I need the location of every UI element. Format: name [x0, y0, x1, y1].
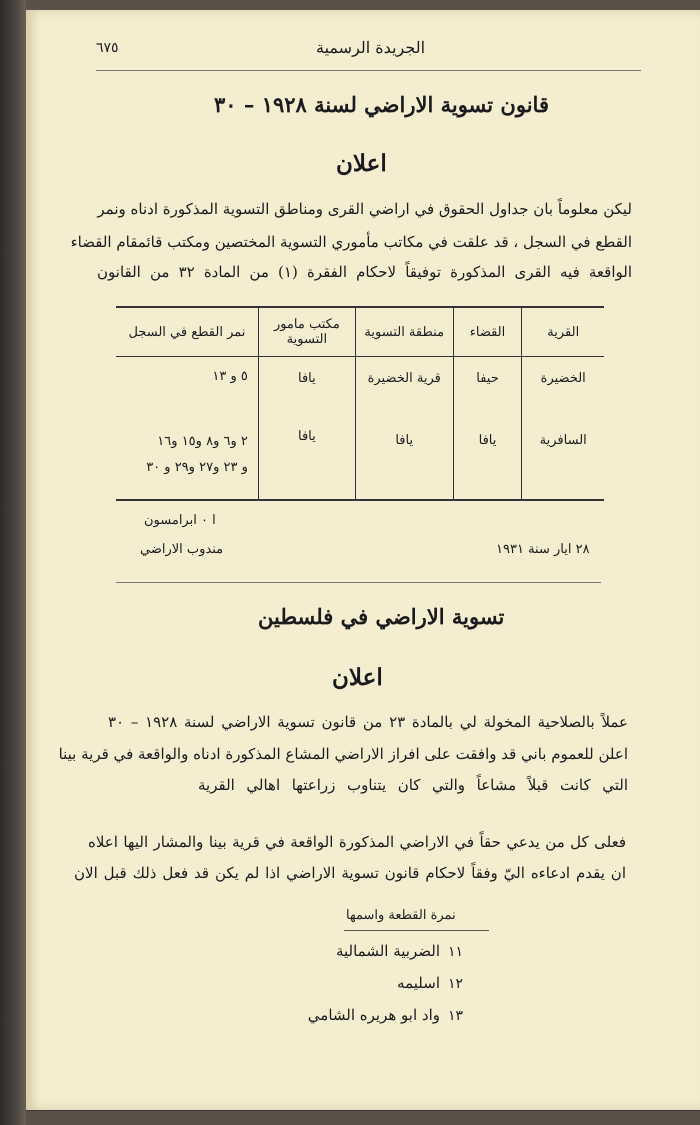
parcel-name: الضربية الشمالية	[335, 942, 440, 960]
notice2-para2-line: ان يقدم ادعاءه اليّ وفقاً لاحكام قانون تسوية الاراضي اذا لم يكن قد فعل ذلك قبل الان	[74, 864, 626, 882]
notice2-para1-line: التي كانت قبلاً مشاعاً والتي كان يتناوب زراعتها اهالي القرية	[198, 776, 628, 794]
cell-office: يافا	[258, 419, 355, 500]
cell-settlement-area: قرية الخضيرة	[355, 357, 453, 420]
notice2-para1-line: اعلن للعموم باني قد وافقت على افراز الاراضي المشاع المذكورة ادناه والواقعة في قرية بينا	[58, 745, 628, 763]
page-number: ٦٧٥	[96, 40, 119, 56]
header-village: القرية	[522, 307, 604, 357]
section-separator	[116, 582, 601, 583]
cell-district: حيفا	[453, 357, 522, 420]
notice1-date: ٢٨ ايار سنة ١٩٣١	[496, 542, 590, 557]
header-settlement-area: منطقة التسوية	[355, 307, 453, 357]
header-district: القضاء	[453, 307, 522, 357]
parcel-number: ١٢	[448, 976, 464, 992]
signature-name: ا ٠ ابرامسون	[144, 513, 216, 528]
notice2-title: تسوية الاراضي في فلسطين	[258, 604, 505, 629]
header-parcels: نمر القطع في السجل	[116, 307, 258, 357]
gazette-page	[26, 10, 700, 1110]
list-header-underline	[344, 930, 489, 931]
notice1-body-line: ليكن معلوماً بان جداول الحقوق في اراضي القرى ومناطق التسوية المذكورة ادناه ونمر	[97, 200, 632, 218]
header-office-line2: التسوية	[286, 332, 328, 347]
signature-title: مندوب الاراضي	[140, 542, 224, 557]
header-office-line1: مكتب مامور	[273, 317, 340, 332]
cell-office: يافا	[258, 357, 355, 420]
parcel-number: ١٣	[448, 1008, 464, 1024]
page-bottom-edge	[26, 1111, 700, 1125]
journal-title: الجريدة الرسمية	[316, 38, 426, 57]
parcel-list-header: نمرة القطعة واسمها	[346, 908, 456, 923]
parcels-line: و ٢٣ و٢٧ و٢٩ و ٣٠	[146, 460, 248, 475]
cell-settlement-area: يافا	[355, 419, 453, 500]
parcel-name: اسليمه	[397, 974, 440, 992]
cell-parcels	[116, 419, 258, 500]
notice2-heading: اعلان	[332, 664, 383, 691]
table-header-row	[116, 307, 604, 357]
book-binding	[0, 0, 26, 1125]
notice1-title: قانون تسوية الاراضي لسنة ١٩٢٨ – ٣٠	[214, 92, 549, 117]
header-office	[258, 307, 355, 357]
notice2-para1-line: عملاً بالصلاحية المخولة لي بالمادة ٢٣ من قانون تسوية الاراضي لسنة ١٩٢٨ – ٣٠	[108, 713, 629, 731]
cell-village: الخضيرة	[522, 357, 604, 420]
table-row	[116, 357, 604, 420]
cell-village: السافرية	[522, 419, 604, 500]
notice1-heading: اعلان	[336, 150, 387, 177]
parcel-number: ١١	[448, 944, 464, 960]
parcels-line: ٥ و ١٣	[212, 369, 248, 384]
cell-parcels	[116, 357, 258, 420]
cell-district: يافا	[453, 419, 522, 500]
table-row	[116, 419, 604, 500]
notice1-body-line: القطع في السجل ، قد علقت في مكاتب مأموري التسوية المختصين ومكتب قائمقام القضاء	[70, 233, 632, 251]
notice2-para2-line: فعلى كل من يدعي حقاً في الاراضي المذكورة الواقعة في قرية بينا والمشار اليها اعلاه	[88, 833, 626, 851]
parcel-name: واد ابو هريره الشامي	[307, 1006, 440, 1024]
parcels-line: ٢ و٦ و٨ و١٥ و١٦	[157, 434, 248, 449]
parcels-table	[116, 306, 604, 501]
header-rule	[96, 70, 641, 71]
notice1-body-line: الواقعة فيه القرى المذكورة توفيقاً لاحكام الفقرة (١) من المادة ٣٢ من القانون	[97, 263, 632, 281]
